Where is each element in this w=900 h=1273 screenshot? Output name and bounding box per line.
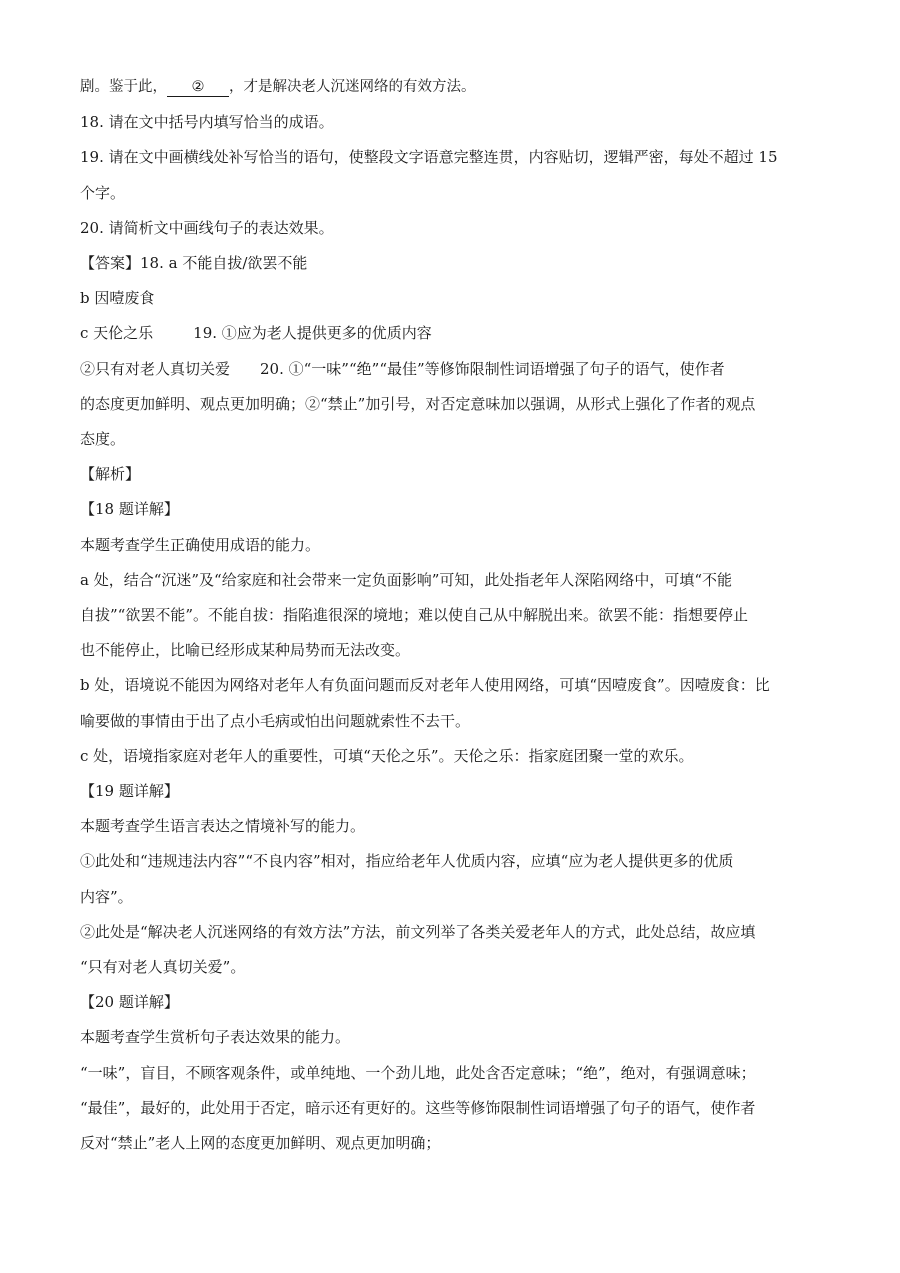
text-line: 【解析】 [80,465,141,484]
text-line [80,352,825,387]
text-line: 态度。 [80,430,126,449]
text-segment: ②只有对老人真切关爱 [80,359,231,378]
text-line: c 处，语境指家庭对老年人的重要性，可填“天伦之乐”。天伦之乐：指家庭团聚一堂的欢乐。 [80,746,694,765]
text-segment: c 天伦之乐 [80,324,154,343]
text-line: 【19 题详解】 [80,782,179,801]
text-line: “只有对老人真切关爱”。 [80,958,246,977]
text-line: 本题考查学生正确使用成语的能力。 [80,535,321,554]
text-line: ①此处和“违规违法内容”“不良内容”相对，指应给老年人优质内容，应填“应为老人提供更多的优质 [80,852,734,871]
text-line [80,316,825,351]
text-line: 18. 请在文中括号内填写恰当的成语。 [80,113,334,132]
text-line: 自拔”“欲罢不能”。不能自拔：指陷進很深的境地；难以使自己从中解脱出来。欲罢不能：指想要停止 [80,606,749,625]
text-line [80,70,825,105]
fill-blank: ② [167,78,229,97]
text-line: ②此处是“解决老人沉迷网络的有效方法”方法，前文列举了各类关爱老年人的方式，此处总结，故应填 [80,922,756,941]
text-line: 【18 题详解】 [80,500,179,519]
text-line: 个字。 [80,183,126,202]
text-line: a 处，结合“沉迷”及“给家庭和社会带来一定负面影响”可知，此处指老年人深陷网络中，可填“不能 [80,570,733,589]
text-segment: ，才是解决老人沉迷网络的有效方法。 [229,79,476,95]
text-line: “一味”，盲目，不顾客观条件，或单纯地、一个劲儿地，此处含否定意味；“绝”，绝对，有强调意味； [80,1063,756,1082]
text-line: 19. 请在文中画横线处补写恰当的语句，使整段文字语意完整连贯，内容贴切，逻辑严密，每处不超过 15 [80,148,778,167]
text-line: 【20 题详解】 [80,993,179,1012]
text-segment: 剧。鉴于此， [80,79,167,95]
text-line: b 因噎废食 [80,289,155,308]
text-line: 内容”。 [80,887,133,906]
text-segment: 20. ①“一味”“绝”“最佳”等修饰限制性词语增强了句子的语气，使作者 [260,359,725,378]
document-page [80,70,825,1161]
text-line: 【答案】18. a 不能自拔/欲罢不能 [80,254,308,273]
text-line: 的态度更加鲜明、观点更加明确；②“禁止”加引号，对否定意味加以强调，从形式上强化了作者的观点 [80,394,756,413]
text-line: “最佳”，最好的，此处用于否定，暗示还有更好的。这些等修饰限制性词语增强了句子的语气，使作者 [80,1098,756,1117]
text-line: 20. 请简析文中画线句子的表达效果。 [80,218,334,237]
text-line: 反对“禁止”老人上网的态度更加鲜明、观点更加明确； [80,1134,441,1153]
text-line: 喻要做的事情由于出了点小毛病或怕出问题就索性不去干。 [80,711,471,730]
text-line: b 处，语境说不能因为网络对老年人有负面问题而反对老年人使用网络，可填“因噎废食”。因噎废食：比 [80,676,770,695]
text-line: 也不能停止，比喻已经形成某种局势而无法改变。 [80,641,411,660]
text-line: 本题考查学生赏析句子表达效果的能力。 [80,1028,351,1047]
text-line: 本题考查学生语言表达之情境补写的能力。 [80,817,366,836]
text-segment: 19. ①应为老人提供更多的优质内容 [193,324,432,343]
